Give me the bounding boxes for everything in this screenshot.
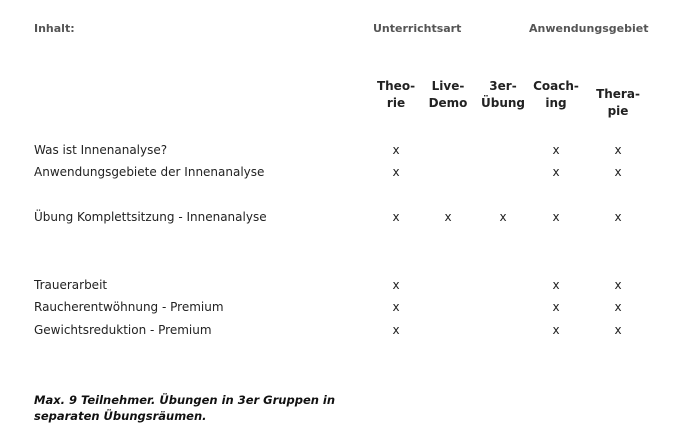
check-mark: x [392, 143, 400, 157]
unterrichtsart-header: Unterrichtsart [373, 22, 462, 35]
check-mark: x [552, 300, 560, 314]
check-mark: x [614, 143, 622, 157]
check-mark: x [552, 278, 560, 292]
table-row-label: Trauerarbeit [34, 278, 108, 292]
check-mark: x [552, 323, 560, 337]
check-mark: x [552, 165, 560, 179]
column-header-3er-uebung: 3er- Übung [480, 79, 526, 110]
check-mark: x [614, 210, 622, 224]
column-header-theorie: Theo- rie [376, 79, 416, 110]
participants-note: Max. 9 Teilnehmer. Übungen in 3er Gruppen in separaten Übungsräumen. [34, 393, 336, 423]
anwendungsgebiet-header: Anwendungsgebiet [529, 22, 649, 35]
check-mark: x [552, 210, 560, 224]
check-mark: x [392, 300, 400, 314]
check-mark: x [614, 323, 622, 337]
check-mark: x [392, 210, 400, 224]
table-row-label: Was ist Innenanalyse? [34, 143, 168, 157]
table-row-label: Raucherentwöhnung - Premium [34, 300, 224, 314]
check-mark: x [499, 210, 507, 224]
inhalt-header: Inhalt: [34, 22, 75, 35]
check-mark: x [552, 143, 560, 157]
column-header-therapie: Thera-pie [596, 87, 640, 118]
column-header-live-demo: Live- Demo [428, 79, 468, 110]
check-mark: x [392, 165, 400, 179]
check-mark: x [614, 278, 622, 292]
check-mark: x [614, 165, 622, 179]
check-mark: x [444, 210, 452, 224]
table-row-label: Anwendungsgebiete der Innenanalyse [34, 165, 265, 179]
check-mark: x [392, 278, 400, 292]
table-row-label: Gewichtsreduktion - Premium [34, 323, 212, 337]
column-header-coaching: Coach- ing [533, 79, 579, 110]
table-row-label: Übung Komplettsitzung - Innenanalyse [34, 210, 267, 224]
check-mark: x [614, 300, 622, 314]
check-mark: x [392, 323, 400, 337]
